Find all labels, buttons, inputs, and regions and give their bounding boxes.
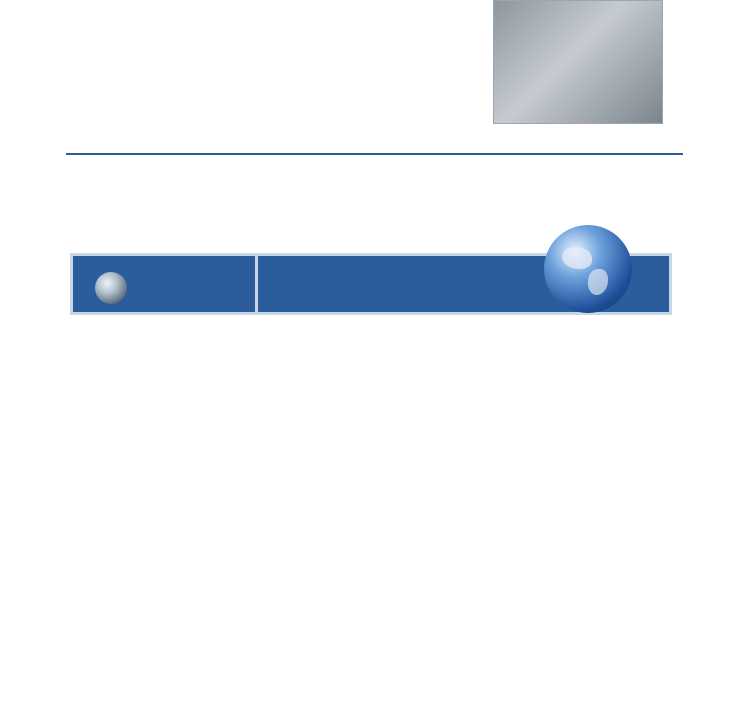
globe-icon	[544, 225, 632, 313]
divider-line	[66, 153, 683, 155]
product-title	[192, 322, 211, 341]
footer-separator	[168, 160, 180, 175]
fan-case-photo	[493, 0, 663, 124]
logo-box	[70, 253, 258, 315]
logo-emblem-icon	[95, 272, 127, 304]
page-footer	[168, 160, 180, 177]
